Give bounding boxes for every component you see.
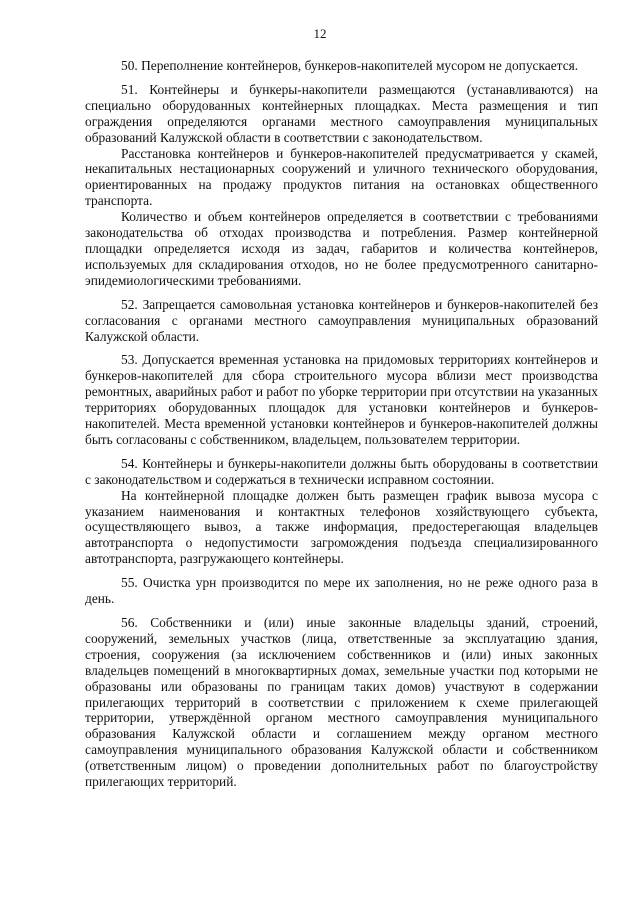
paragraph-51-placement: Расстановка контейнеров и бункеров-накопителей предусматривается у скамей, некапитальных нестационарных сооружений и уличного технического оборудования, ориентированных на продажу продуктов питания на остановках общественного транспорта. xyxy=(85,145,598,209)
document-body xyxy=(85,58,598,790)
paragraph-51-quantity: Количество и объем контейнеров определяется в соответствии с требованиями законодательства об отходах производства и потребления. Размер контейнерной площадки определяется исходя из задач, габаритов и количества контейнеров, используемых для складирования отходов, но не более предусмотренного санитарно-эпидемиологическими требованиями. xyxy=(85,209,598,288)
paragraph-51: 51. Контейнеры и бункеры-накопители размещаются (устанавливаются) на специально оборудованных контейнерных площадках. Места размещения и тип ограждения определяются органами местного самоуправления муниципальных образований Калужской области в соответствии с законодательством. xyxy=(85,81,598,145)
paragraph-52: 52. Запрещается самовольная установка контейнеров и бункеров-накопителей без согласования с органами местного самоуправления муниципальных образований Калужской области. xyxy=(85,296,598,344)
paragraph-54-schedule: На контейнерной площадке должен быть размещен график вывоза мусора с указанием наименования и контактных телефонов хозяйствующего субъекта, осуществляющего вывоз, а также информация, предостерегающая владельцев автотранспорта о недопустимости загромождения подъезда специализированного автотранспорта, разгружающего контейнеры. xyxy=(85,487,598,567)
paragraph-53: 53. Допускается временная установка на придомовых территориях контейнеров и бункеров-накопителей для сбора строительного мусора вблизи мест производства ремонтных, аварийных работ и работ по уборке территории при отсутствии на указанных территориях оборудованных площадок для установки контейнеров и бункеров-накопителей. Места временной установки контейнеров и бункеров-накопителей должны быть согласованы с собственником, владельцем, пользователем территории. xyxy=(85,352,598,447)
paragraph-56: 56. Собственники и (или) иные законные владельцы зданий, строений, сооружений, земельных участков (лица, ответственные за эксплуатацию здания, строения, сооружения (за исключением собственников и (или) иных законных владельцев помещений в многоквартирных домах, земельные участки под которыми не образованы или образованы по границам таких домов) участвуют в содержании прилегающих территорий в соответствии с приложением к схеме прилегающей территории, утверждённой органом местного самоуправления муниципального образования Калужской области и соглашением между органом местного самоуправления муниципального образования Калужской области и собственником (ответственным лицом) о проведении дополнительных работ по благоустройству прилегающих территорий. xyxy=(85,615,598,790)
paragraph-54: 54. Контейнеры и бункеры-накопители должны быть оборудованы в соответствии с законодательством и содержаться в технически исправном состоянии. xyxy=(85,455,598,487)
paragraph-50: 50. Переполнение контейнеров, бункеров-накопителей мусором не допускается. xyxy=(121,58,579,73)
page-number: 12 xyxy=(313,26,327,41)
paragraph-55: 55. Очистка урн производится по мере их заполнения, но не реже одного раза в день. xyxy=(85,575,598,607)
